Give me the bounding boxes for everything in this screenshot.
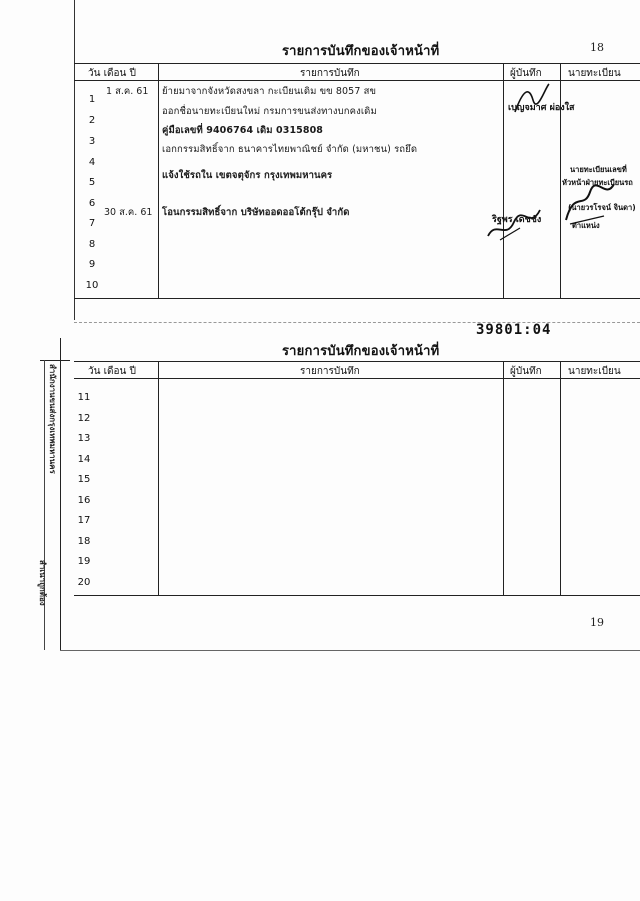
row-number: 20 <box>77 577 91 588</box>
certification-strip <box>38 360 63 650</box>
col-divider <box>158 361 159 596</box>
row-number: 9 <box>88 259 96 270</box>
signature-scribble <box>480 200 550 244</box>
row-number: 17 <box>77 515 91 526</box>
stamp-number: 39801:04 <box>476 322 552 338</box>
entry-date: 1 ส.ค. 61 <box>106 86 149 97</box>
row-number: 4 <box>88 157 96 168</box>
col-divider <box>503 361 504 596</box>
entry-line: แจ้งใช้รถใน เขตจตุจักร กรุงเทพมหานคร <box>162 170 333 181</box>
entry-line: คู่มือเลขที่ 9406764 เดิม 0315808 <box>162 125 323 136</box>
row-number: 1 <box>88 94 96 105</box>
header-recorder: ผู้บันทึก <box>510 366 542 377</box>
row-number: 7 <box>88 218 96 229</box>
header-registrar: นายทะเบียน <box>568 68 621 79</box>
row-number: 16 <box>77 495 91 506</box>
row-number: 11 <box>77 392 91 403</box>
row-number: 2 <box>88 115 96 126</box>
row-number: 15 <box>77 474 91 485</box>
header-registrar: นายทะเบียน <box>568 366 621 377</box>
row-number: 19 <box>77 556 91 567</box>
header-date: วัน เดือน ปี <box>88 68 136 79</box>
header-date: วัน เดือน ปี <box>88 366 136 377</box>
row-number: 8 <box>88 239 96 250</box>
row-number: 10 <box>85 280 99 291</box>
col-divider <box>503 63 504 299</box>
stamp-line: นายทะเบียนเลขที่ <box>570 165 627 174</box>
entry-line: เอกกรรมสิทธิ์จาก ธนาคารไทยพาณิชย์ จำกัด (มหาชน) รถยึด <box>162 144 418 155</box>
page-edge <box>60 650 640 651</box>
registrar-signature-scribble <box>560 180 620 230</box>
row-number: 13 <box>77 433 91 444</box>
row-number: 6 <box>88 198 96 209</box>
entry-line: โอนกรรมสิทธิ์จาก บริษัทออดออโต้กรุ๊ป จำกัด <box>162 207 350 218</box>
certification-text: สำเนาถูกต้อง <box>38 560 47 606</box>
certification-text: สำนักงานขนส่งกรุงเทพมหานคร <box>48 364 57 474</box>
row-number: 3 <box>88 136 96 147</box>
recorder-signature: ริฐพร เดชชัง <box>492 215 542 225</box>
header-record: รายการบันทึก <box>300 366 360 377</box>
stamp-line: หัวหน้าฝ่ายทะเบียนรถ <box>562 178 633 187</box>
col-divider <box>158 63 159 299</box>
page-title: รายการบันทึกของเจ้าหน้าที่ <box>282 44 440 59</box>
page-number: 19 <box>590 616 604 629</box>
col-divider <box>560 361 561 596</box>
page-number: 18 <box>590 41 604 54</box>
recorder-signature: เบญจมาศ ผ่องใส <box>508 103 575 113</box>
signature-scribble <box>505 82 561 122</box>
entry-line: ออกชื่อนายทะเบียนใหม่ กรมการขนส่งทางบกคงเดิม <box>162 106 377 117</box>
row-number: 12 <box>77 413 91 424</box>
stamp-line: (นายวรโรจน์ จินดา) <box>568 203 636 212</box>
entry-line: ย้ายมาจากจังหวัดสงขลา กะเบียนเดิม ขข 8057 สข <box>162 86 377 97</box>
entry-date: 30 ส.ค. 61 <box>104 207 153 218</box>
page-edge <box>74 0 75 320</box>
row-number: 5 <box>88 177 96 188</box>
header-record: รายการบันทึก <box>300 68 360 79</box>
header-recorder: ผู้บันทึก <box>510 68 542 79</box>
row-number: 18 <box>77 536 91 547</box>
page-title: รายการบันทึกของเจ้าหน้าที่ <box>282 344 440 359</box>
stamp-line: ตำแหน่ง <box>572 221 600 230</box>
row-number: 14 <box>77 454 91 465</box>
page-separator <box>74 322 640 323</box>
